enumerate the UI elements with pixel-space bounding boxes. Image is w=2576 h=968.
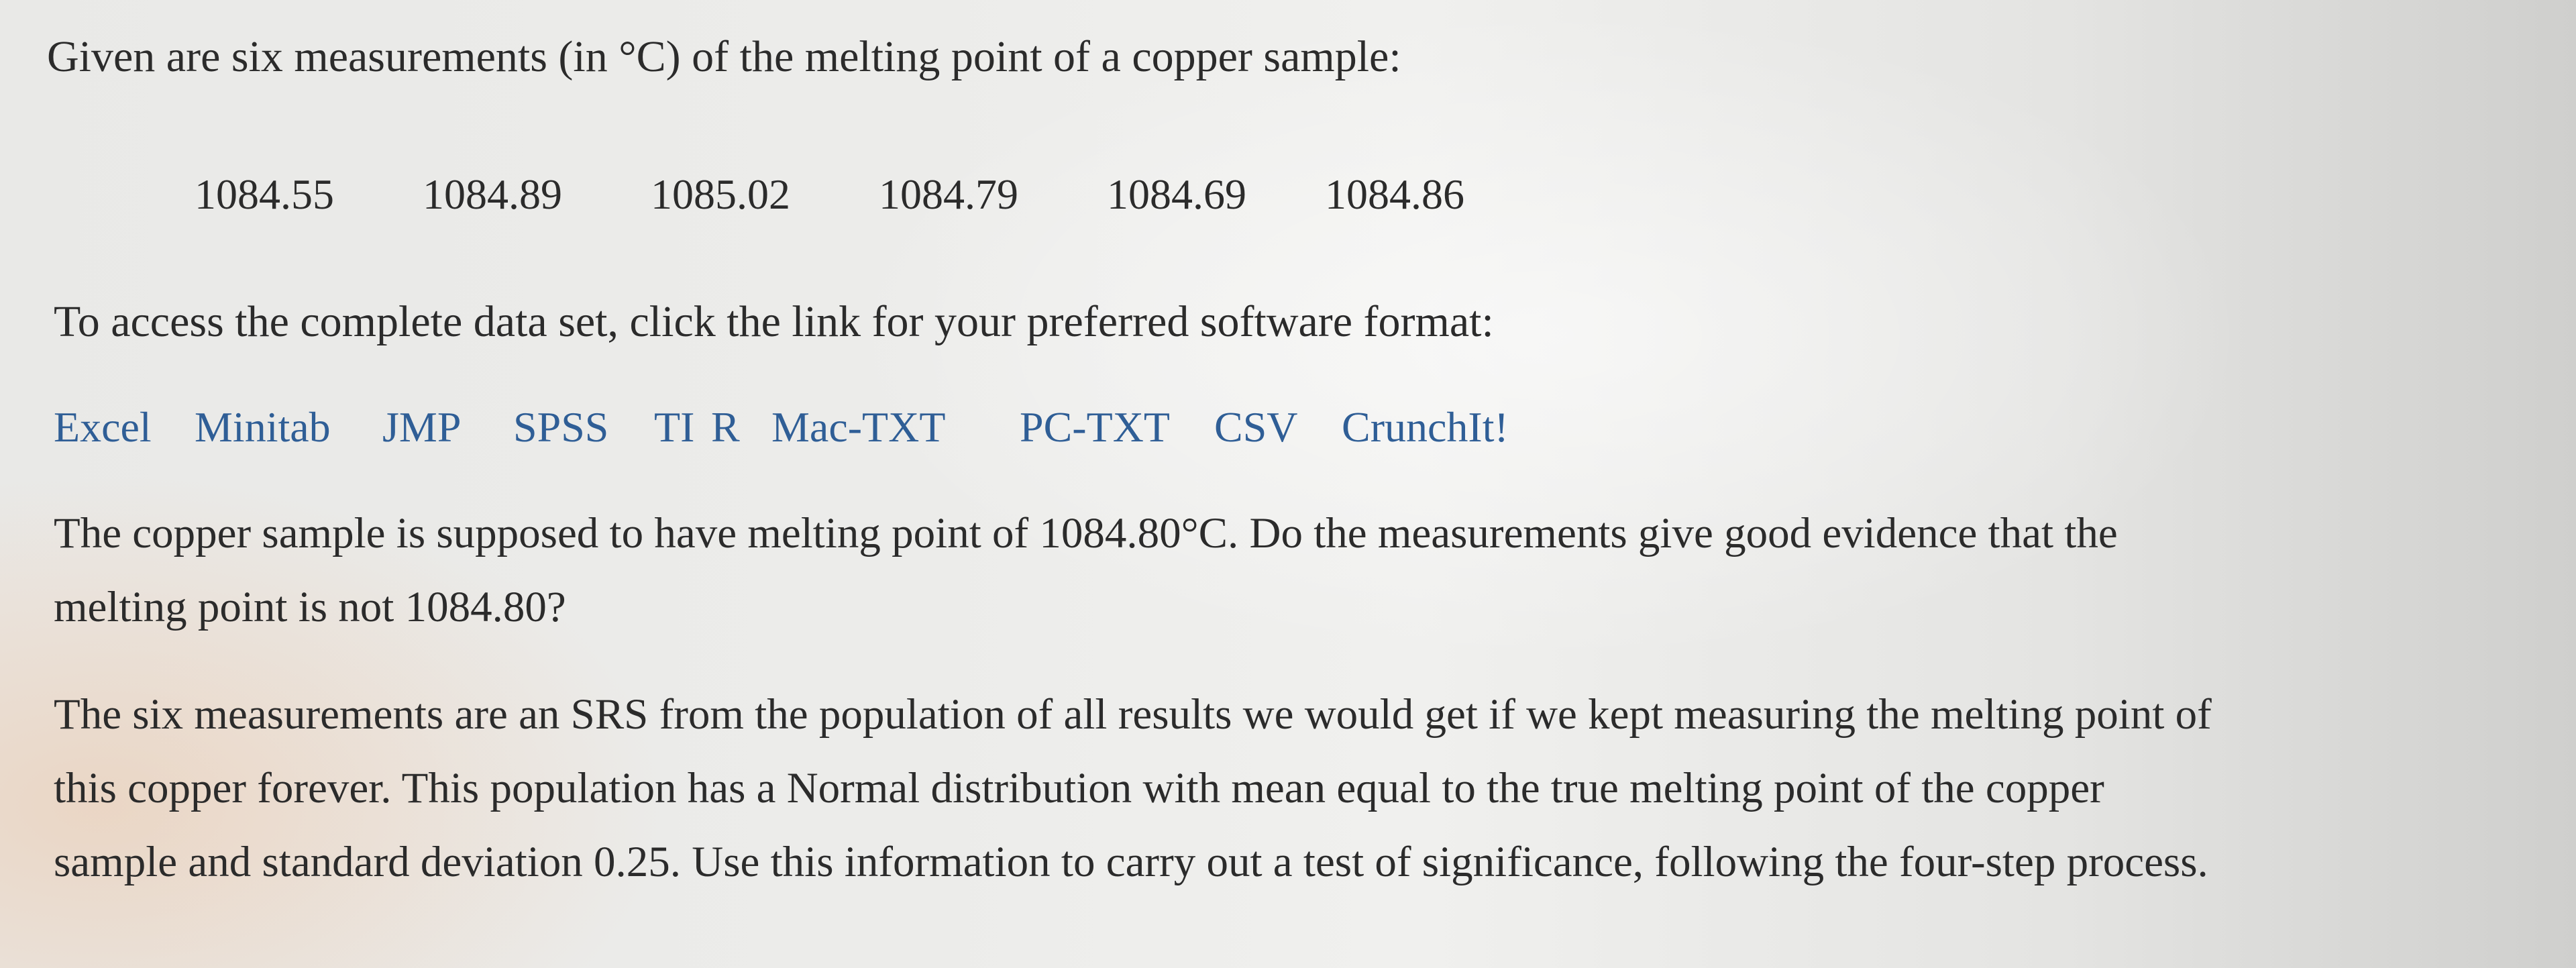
measurement-value: 1084.89 [423, 170, 562, 218]
measurement-value: 1084.86 [1325, 170, 1464, 218]
link-excel[interactable]: Excel [54, 403, 152, 451]
link-crunchit[interactable]: CrunchIt! [1342, 403, 1509, 451]
question-text: The copper sample is supposed to have melting point of 1084.80°C. Do the measurements give good evidence that the melting point is not 1084.80? [54, 509, 2118, 631]
intro-text: Given are six measurements (in °C) of the melting point of a copper sample: [47, 32, 1401, 81]
link-ti[interactable]: TI [654, 403, 695, 451]
link-pc-txt[interactable]: PC-TXT [1020, 403, 1170, 451]
link-minitab[interactable]: Minitab [195, 403, 331, 451]
data-access-text: To access the complete data set, click the link for your preferred software format: [54, 297, 1494, 346]
link-r[interactable]: R [711, 403, 740, 451]
software-format-links [54, 402, 1664, 456]
link-csv[interactable]: CSV [1214, 403, 1298, 451]
link-spss[interactable]: SPSS [513, 403, 609, 451]
link-jmp[interactable]: JMP [382, 403, 462, 451]
link-mac-txt[interactable]: Mac-TXT [771, 403, 946, 451]
measurement-value: 1085.02 [651, 170, 790, 218]
instructions-text: The six measurements are an SRS from the population of all results we would get if we kept measuring the melting point of this copper forever. This population has a Normal distribution with mean equal to the true melting point of the copper sample and standard deviation 0.25. Use this information to carry out a test of significance, following the four-step process. [54, 690, 2212, 886]
measurement-value: 1084.55 [195, 170, 334, 218]
measurement-values [195, 170, 1536, 223]
measurement-value: 1084.69 [1107, 170, 1246, 218]
measurement-value: 1084.79 [879, 170, 1018, 218]
